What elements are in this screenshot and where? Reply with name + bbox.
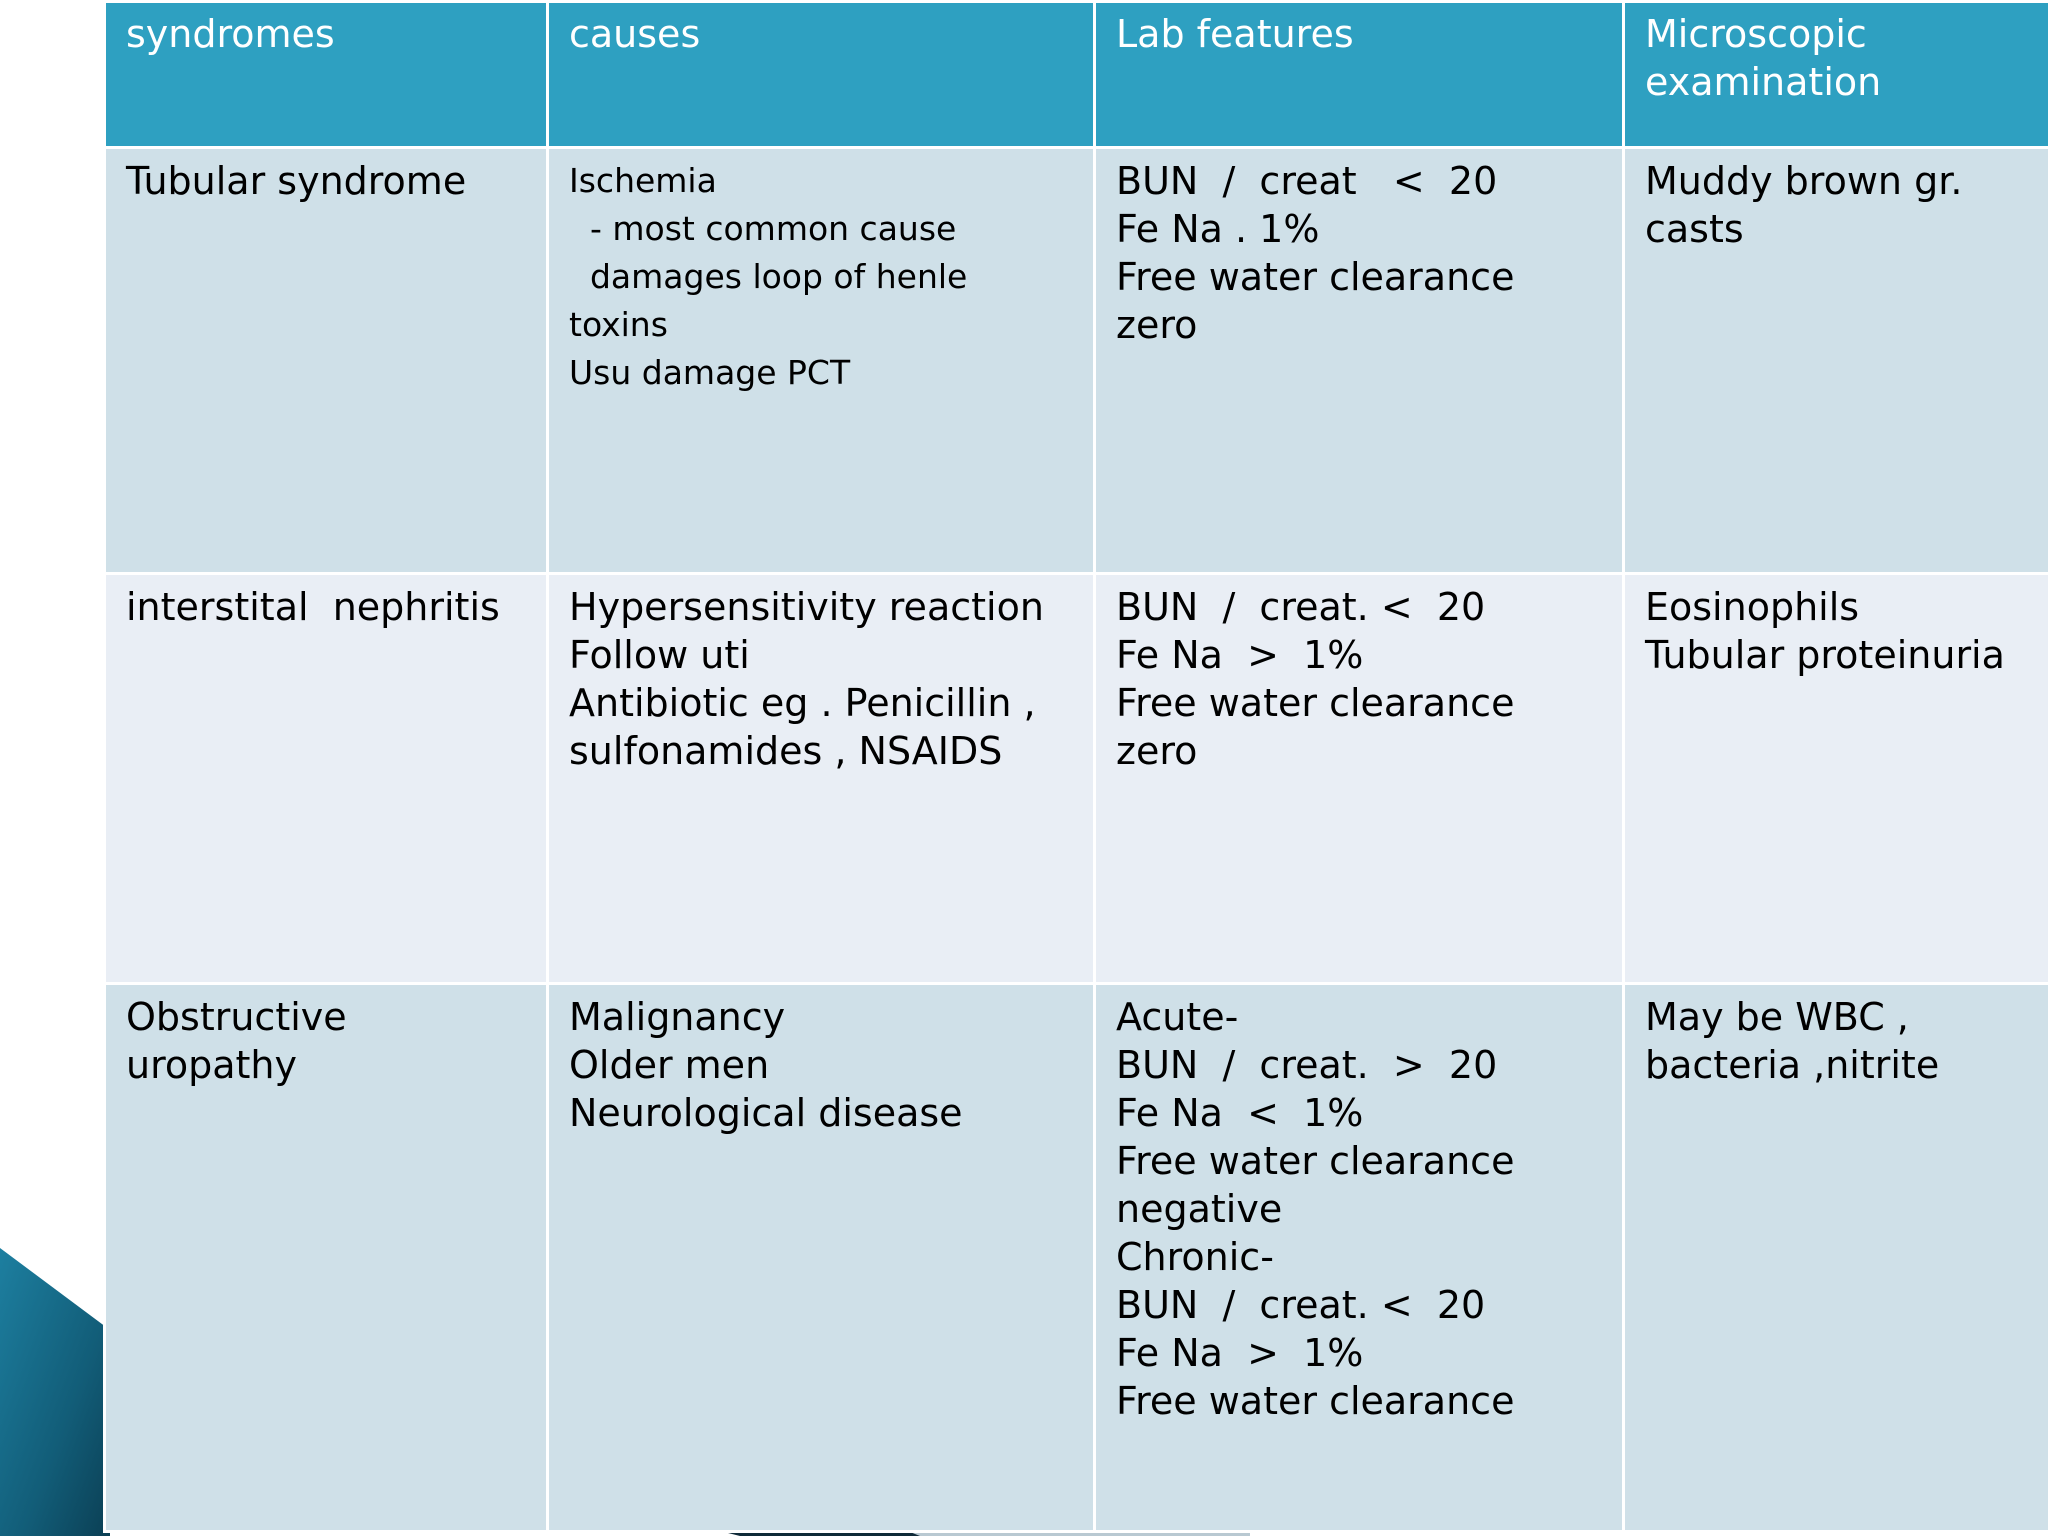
header-syndromes (105, 2, 548, 148)
cell-causes (548, 574, 1095, 984)
cell-lab-features (1095, 574, 1624, 984)
cell-line: zero (1116, 729, 1198, 773)
cell-line: Acute- (1116, 995, 1239, 1039)
cell-line: Muddy brown gr. (1645, 159, 1963, 203)
cell-line: Fe Na . 1% (1116, 207, 1320, 251)
cell-causes (548, 984, 1095, 1532)
cell-microscopic (1624, 574, 2048, 984)
cell-line: Malignancy (569, 995, 786, 1039)
cell-line: BUN / creat. < 20 (1116, 585, 1486, 629)
cell-line: Follow uti (569, 633, 750, 677)
header-label: Lab features (1116, 12, 1354, 56)
cell-microscopic (1624, 984, 2048, 1532)
cell-line: BUN / creat. < 20 (1116, 1283, 1486, 1327)
header-causes (548, 2, 1095, 148)
cell-line: toxins (569, 305, 668, 344)
cell-syndrome (105, 984, 548, 1532)
cell-microscopic (1624, 148, 2048, 574)
cell-line: BUN / creat < 20 (1116, 159, 1498, 203)
cell-line: casts (1645, 207, 1744, 251)
cell-line: interstital nephritis (126, 585, 500, 629)
cell-line: Free water clearance (1116, 1379, 1515, 1423)
cell-line: Fe Na < 1% (1116, 1091, 1364, 1135)
cell-line: - most common cause (569, 209, 957, 248)
cell-line: Fe Na > 1% (1116, 633, 1364, 677)
cell-line: Chronic- (1116, 1235, 1274, 1279)
table-header-row (105, 2, 2048, 148)
cell-line: sulfonamides , NSAIDS (569, 729, 1003, 773)
cell-line: Older men (569, 1043, 770, 1087)
cell-lab-features (1095, 984, 1624, 1532)
cell-line: damages loop of henle (569, 257, 968, 296)
cell-syndrome (105, 148, 548, 574)
cell-syndrome (105, 574, 548, 984)
header-label: causes (569, 12, 701, 56)
cell-line: Antibiotic eg . Penicillin , (569, 681, 1036, 725)
cell-line: Usu damage PCT (569, 353, 851, 392)
cell-causes (548, 148, 1095, 574)
cell-line: Free water clearance (1116, 255, 1515, 299)
cell-line: Free water clearance (1116, 1139, 1515, 1183)
cell-line: Obstructive (126, 995, 347, 1039)
cell-line: Tubular syndrome (126, 159, 467, 203)
cell-line: uropathy (126, 1043, 297, 1087)
syndrome-comparison-table (103, 0, 2048, 1533)
cell-line: zero (1116, 303, 1198, 347)
header-lab-features (1095, 2, 1624, 148)
cell-line: BUN / creat. > 20 (1116, 1043, 1498, 1087)
cell-line: Hypersensitivity reaction (569, 585, 1044, 629)
cell-line: Free water clearance (1116, 681, 1515, 725)
cell-lab-features (1095, 148, 1624, 574)
cell-line: Tubular proteinuria (1645, 633, 2005, 677)
header-label: Microscopic examination (1645, 12, 1882, 104)
table-row-obstructive-uropathy (105, 984, 2048, 1532)
cell-line: bacteria ,nitrite (1645, 1043, 1940, 1087)
header-label: syndromes (126, 12, 335, 56)
syndrome-comparison-table-wrapper (103, 0, 2048, 1530)
table-row-interstitial-nephritis (105, 574, 2048, 984)
cell-line: May be WBC , (1645, 995, 1909, 1039)
cell-line: negative (1116, 1187, 1283, 1231)
cell-line: Eosinophils (1645, 585, 1860, 629)
cell-line: Ischemia (569, 161, 717, 200)
cell-line: Neurological disease (569, 1091, 963, 1135)
header-microscopic-examination (1624, 2, 2048, 148)
table-row-tubular-syndrome (105, 148, 2048, 574)
cell-line: Fe Na > 1% (1116, 1331, 1364, 1375)
